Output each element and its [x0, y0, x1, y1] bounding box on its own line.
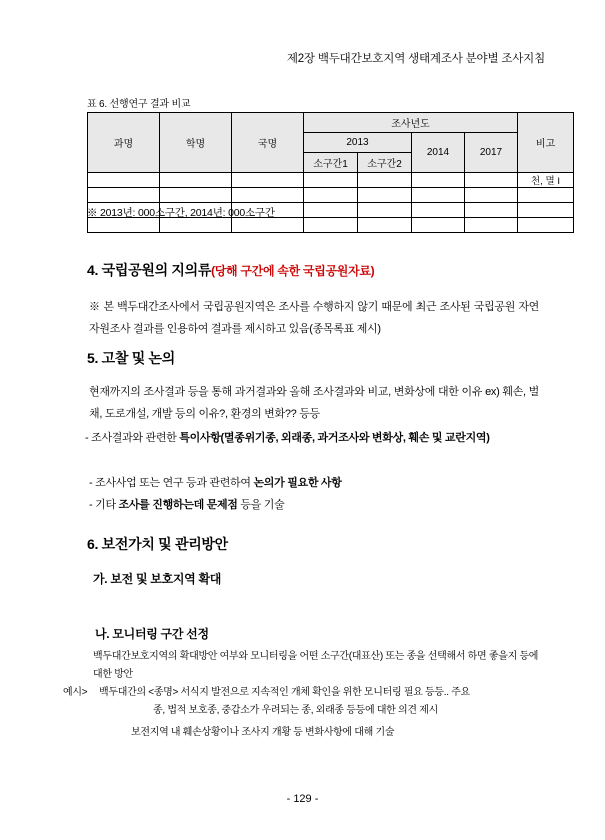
section-4-body: ※ 본 백두대간조사에서 국립공원지역은 조사를 수행하지 않기 때문에 최근 조사된 국립공원 자연자원조사 결과를 인용하여 결과를 제시하고 있음(종목록표 제시) — [89, 301, 539, 335]
section-6-number: 6. — [87, 536, 99, 552]
example-line-3: 보전지역 내 훼손상황이나 조사지 개황 등 변화사항에 대해 기술 — [131, 727, 395, 738]
example-line-2: 종, 법적 보호종, 중갑소가 우려되는 종, 외래종 등등에 대한 의견 제시 — [153, 705, 438, 716]
running-header: 제2장 백두대간보호지역 생태계조사 분야별 조사지침 — [286, 53, 545, 65]
section-6-title: 보전가치 및 관리방안 — [101, 536, 228, 552]
th-year-2013: 2013 — [304, 133, 412, 153]
th-family: 과명 — [88, 113, 160, 173]
bullet-2-text: - 조사사업 또는 연구 등과 관련하여 — [89, 477, 254, 489]
section-5-bullet-1 — [85, 427, 540, 449]
th-subsection-1: 소구간1 — [304, 153, 358, 173]
page-footer: - 129 - — [286, 793, 319, 805]
cell-remark — [518, 203, 574, 218]
bullet-3-text: - 기타 — [89, 499, 119, 511]
section-4-title: 국립공원의 지의류 — [101, 262, 212, 278]
section-5-title: 고찰 및 논의 — [101, 350, 175, 366]
section-6a-heading: 가. 보전 및 보호지역 확대 — [93, 572, 222, 586]
cell-remark — [518, 218, 574, 233]
example-label: 예시> — [63, 687, 88, 698]
section-4-number: 4. — [87, 262, 99, 278]
section-4-title-note: (당해 구간에 속한 국립공원자료) — [211, 264, 375, 278]
th-remark: 비고 — [518, 113, 574, 173]
section-5-bullet-3 — [89, 494, 544, 516]
section-6-heading — [87, 534, 228, 554]
section-5-number: 5. — [87, 350, 99, 366]
th-year-2017: 2017 — [465, 133, 518, 173]
table-header-row-1 — [88, 113, 574, 133]
th-year-2014: 2014 — [412, 133, 465, 173]
th-survey-year-group: 조사년도 — [304, 113, 518, 133]
section-5-body: 현재까지의 조사결과 등을 통해 과거결과와 올해 조사결과와 비교, 변화상에 대한 이유 ex) 훼손, 벌채, 도로개설, 개발 등의 이유?, 환경의 변화?? 등등 — [89, 386, 539, 420]
table-row — [88, 188, 574, 203]
bullet-3-emphasis: 조사를 진행하는데 문제점 — [118, 499, 238, 511]
section-4-heading — [87, 260, 374, 280]
example-line-1: 백두대간의 <종명> 서식지 발전으로 지속적인 개체 확인을 위한 모니터링 필요 등등.. 주요 — [99, 687, 470, 698]
section-5-bullet-2 — [89, 472, 544, 494]
th-scientific-name: 학명 — [160, 113, 232, 173]
bullet-1-emphasis: 특이사항(멸종위기종, 외래종, 과거조사와 변화상, 훼손 및 교란지역) — [179, 432, 490, 444]
cell-remark: 천, 멸 I — [518, 173, 574, 188]
th-subsection-2: 소구간2 — [358, 153, 412, 173]
table-row — [88, 173, 574, 188]
cell-remark — [518, 188, 574, 203]
bullet-3-suffix: 등을 기술 — [237, 499, 285, 511]
section-6b-heading: 나. 모니터링 구간 선정 — [95, 627, 209, 641]
table-footnote: ※ 2013년: 000소구간, 2014년: 000소구간 — [87, 207, 275, 219]
section-6b-body: 백두대간보호지역의 확대방안 여부와 모니터링을 어떤 소구간(대표산) 또는 종을 선택해서 하면 좋을지 등에 대한 방안 — [93, 651, 539, 680]
table-caption: 표 6. 선행연구 결과 비교 — [87, 99, 191, 110]
bullet-1-text: - 조사결과와 관련한 — [85, 432, 180, 444]
th-korean-name: 국명 — [232, 113, 304, 173]
page-content — [63, 0, 560, 840]
section-5-heading — [87, 348, 175, 368]
bullet-2-emphasis: 논의가 필요한 사항 — [253, 477, 342, 489]
